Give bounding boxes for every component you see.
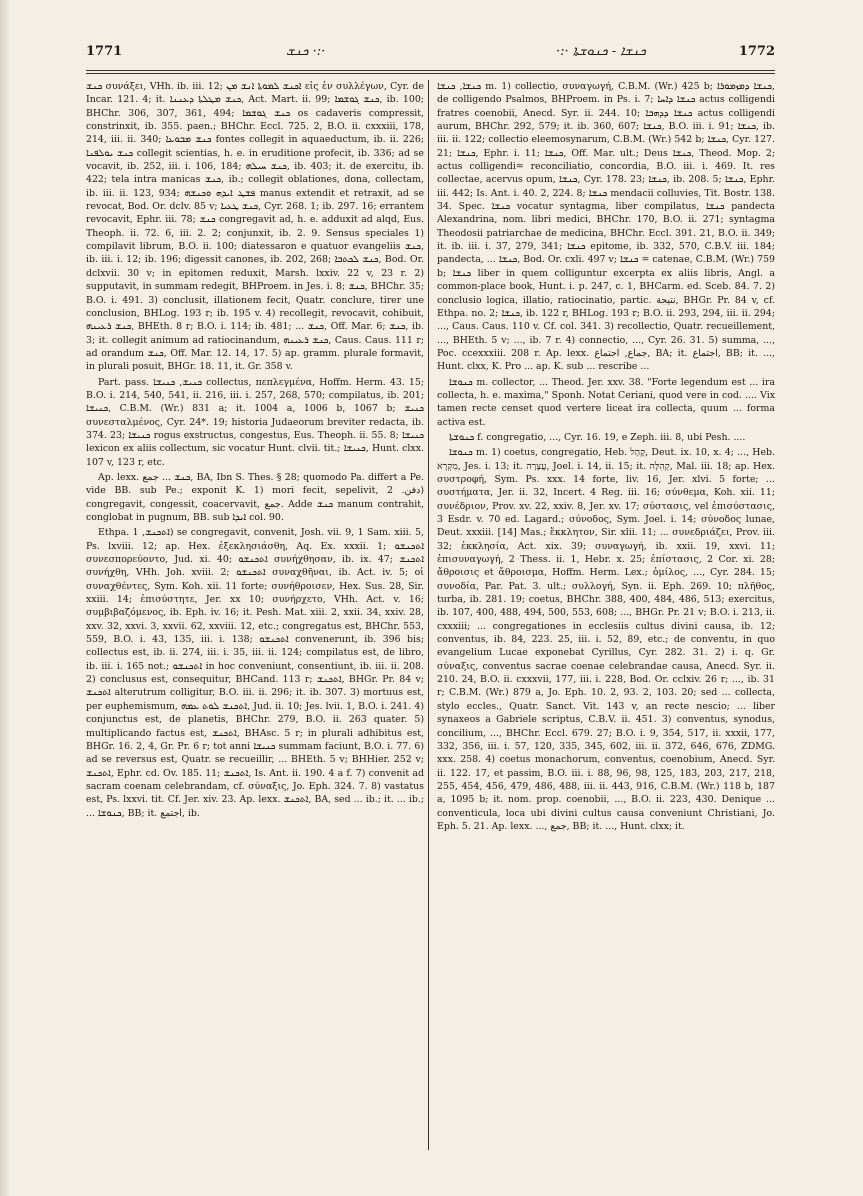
column-divider <box>428 80 429 1150</box>
running-head-left: ܟܢܫ ·:· <box>286 44 326 59</box>
page-number-left: 1771 <box>86 44 123 59</box>
header-rule <box>86 70 775 71</box>
entry-paragraph: ܟܢܘܫܐ m. 1) coetus, congregatio, Heb. קָהָל, Deut. ix. 10, x. 4; ..., Heb. מִקְרָא, Jes. i. 13; it. עֲצָרָה, Joel. i. 14, ii. 15; it. קְהִלָּה, Mal. iii. 18; ap. Hex. συστροφή, Sym. Ps. xxx. 14 forte, liv. 16, Jer. xlvi. 5 forte; ... συστήματα, Jer. ii. 32, Incert. 4 Reg. iii. 16; σύνθεμα, Koh. xii. 11; συνέδριον, Prov. xv. 22, xxiv. 8, Jer. xv. 17; σύστασις, vel ἐπισύστασις, 3 Esdr. v. 70 ed. Lagard.; σύνοδος, Sym. Joel. i. 14; σύνοδος lunae, Deut. xxxiii. [14] Mas.; ἔκκλητον, Sir. xlii. 11; ... συνεδριάζει, Prov. iii. 32; ἐκκλησία, Act. xix. 39; συναγωγή, ib. xxii. 19, xxvi. 11; ἐπισυναγωγή, 2 Thess. ii. 1, Hebr. x. 25; ἐπίστασις, 2 Cor. xi. 28; ἄθροισις et ἄθροισμα, Hoffm. Herm. Lex.; ὁμίλος, ..., Cyr. 284. 15; συνοδία, Par. Pat. 3. ult.; συλλογή, Syn. ii. Eph. 269. 10; πλῆθος, turba, ib. 281. 19; coetus, BHChr. 388, 400, 484, 486, 513; exercitus, ib. 107, 400, 488, 494, 500, 553, 608; ..., BHGr. Pr. 21 v; B.O. i. 213, ii. cxxxiii; ... congregationes in ecclesiis cultus divini causa, ib. 12; conventus, ib. 84, 223. 25, iii. i. 52, 89, etc.; de conventu, in quo evangelium Lucae exponebat Cyrillus, Cyr. 282. 31. 2) i. q. Gr. σύναξις, conventus sacrae coenae celebrandae causa, Anecd. Syr. ii. 210. 24, B.O. ii. cxxxvii, 177, iii. i. 228, Bod. Or. cclxiv. 26 r; ..., ib. 31 r; C.B.M. (Wr.) 879 a, Jo. Eph. 10. 2, 93. 2, 103. 20; sed ... collecta, stylo eccles., Quatr. Sanct. Vit. 143 v, an recte nescio; ... liber synaxeos a Gabriele scriptus, C.B.V. ii. 451. 3) conventus, synodus, concilium, ..., BHChr. Eccl. 679. 27; B.O. i. 9, 354, 517, ii. xxxii, 177, 332, 356, iii. i. 57, 120, 335, 345, 602, iii. ii. 372, 646, 676, ZDMG. xxx. 258. 4) coetus monachorum, conventus, coenobium, Anecd. Syr. ii. 122. 17, et passim, B.O. iii. i. 88, 96, 98, 125, 183, 203, 217, 218, 255, 454, 456, 479, 486, 488, iii. ii. 443, 916, C.B.M. (Wr.) 118 b, 187 a, 1095 b; it. nom. prop. coenobii, ..., B.O. ii. 223, 430. Denique ... conventicula, loca ubi divini cultus causa conveniunt Christiani, Jo. Eph. 5. 21. Ap. lexx. ..., جمع, BB; it. ..., Hunt. clxx; it. <box>437 447 775 832</box>
entry-paragraph: Ethpa. ܐܬܟܢܫ, 1) se congregavit, convenit, Josh. vii. 9, 1 Sam. xiii. 5, Ps. lxviii. 12; ap. Hex. ἐξεκλησιάσθη, Aq. Ex. xxxii. 1; ܐܬܟܢܫܘ συνεσπορεύοντο, Jud. xi. 40; ܐܬܟܢܫܘ συνήχθησαν, ib. ix. 47; ܐܬܟܢܫ συνήχθη, VHh. Joh. xviii. 2; ܐܬܟܢܫܘ συναχθῆναι, ib. Act. iv. 5; οἱ συναχθέντες, Sym. Koh. xii. 11 forte; συνήθροισεν, Hex. Sus. 28, Sir. xxiii. 14; ἐπισύστητε, Jer. xx 10; συνήρχετο, VHh. Act. v. 16; συμβιβαζόμενος, ib. Eph. iv. 16; it. Pesh. Mat. xiii. 2, xxii. 34, xxiv. 28, xxv. 32, xxvi. 3, xxvii. 62, xxviii. 12, etc.; congregatus est, BHChr. 553, 559, B.O. i. 43, 135, iii. i. 138; ܐܬܟܢܫܘ convenerunt, ib. 396 bis; collectus est, ib. ii. 274, iii. i. 35, iii. ii. 124; compilatus est, de libro, ib. iii. i. 165 not.; ܐܬܟܢܫܘ in hoc conveniunt, consentiunt, ib. iii. ii. 208. 2) conclusus est, consequitur, BHCand. 113 r; ܐܬܟܢܫ, BHGr. Pr. 84 v; ܐܬܟܢܫ alterutrum colligitur, B.O. iii. ii. 296; it. ib. 307. 3) mortuus est, per euphemismum, ܐܬܟܢܫ ܠܘܬ ܥܡܗ, Jud. ii. 10; Jes. lvii. 1, B.O. i. 241. 4) conjunctus est, de planetis, BHChr. 279, B.O. ii. 263 quater. 5) multiplicando factus est, ܐܬܟܢܫ, BHAsc. 5 r; in plurali adhibitus est, BHGr. 16. 2, 4, Gr. Pr. 6 r; tot anni ܟܢܝܫܐ summam faciunt, B.O. i. 77. 6) ad se reversus est, Quatr. se recueillir, ... BHEth. 5 v; BHHier. 252 v; ܐܬܟܢܫ, Ephr. cd. Ov. 185. 11; ܐܬܟܢܫ, Is. Ant. ii. 190. 4 a f. 7) convenit ad sacram coenam celebrandam, cf. σύναξις, Jo. Eph. 324. 7. 8) vastatus est, Ps. lxxvi. tit. Cf. Jer. xiv. 23. Ap. lexx. ܐܬܟܢܫ, BA, sed ... ib.; it. ... ib.; ... ܟܢܘܫܐ, BB; it. اجتمع, ib. <box>86 527 424 819</box>
entry-paragraph: Ap. lexx. ܟܢܫ ... جمع, BA, Ibn S. Thes. § 28; quomodo Pa. differt a Pe. vide BB. sub Pe.; exponit K. 1) mori fecit, sepelivit, دفن. 2) congregavit, congessit, coacervavit, جمع. Adde ܟܢܫ manum contrahit, conglobat in pugnum, BB. sub ܐܝܕܐ col. 90. <box>86 471 424 523</box>
header-rule-double <box>86 73 775 74</box>
entry-paragraph: ܟܢܫܐ, ܟܢܫܐ m. 1) collectio, συναγωγή, C.B.M. (Wr.) 425 b; ܟܢܫܐ ܕܡܙܡܘܪܐ, de colligendo Psalmos, BHProem. in Ps. i. 7; ܟܢܫܐ ܕܐܚܐ actus colligendi fratres coenobii, Anecd. Syr. ii. 244. 10; ܟܢܫܐ ܕܕܗܒܐ actus colligendi aurum, BHChr. 292, 579; it. ib. 360, 607; ܟܢܫܐ, B.O. iii. i. 91; ܟܢܫܐ, ib. iii. ii. 122; collectio eleemosynarum, C.B.M. (Wr.) 542 b; ܟܢܫܐ, Cyr. 127. 21; ܟܢܫܐ, Ephr. i. 11; ܟܢܫܐ, Off. Mar. ult.; Deus ܟܢܫܐ, Theod. Mop. 2; actus colligendi= reconciliatio, concordia, B.O. iii. i. 469. It. res collectae, acervus opum, ܟܢܫܐ, Cyr. 178. 23; ܟܢܫܐ, ib. 208. 5; ܟܢܫܐ, Ephr. iii. 442; Is. Ant. i. 40. 2, 224. 8; ܟܢܫܐ mendacii colluvies, Tit. Bostr. 138. 34. Spec. ܟܢܫܐ vocatur syntagma, liber compilatus, ܟܢܫܐ pandecta Alexandrina, nom. libri medici, BHChr. 170, B.O. ii. 271; syntagma Theodosii patriarchae de medicina, BHChr. Eccl. 391. 21, B.O. ii. 349; it. ib. iii. i. 37, 279, 341; ܟܢܫܐ epitome, ib. 332, 570, C.B.V. iii. 184; pandecta, ... ܟܢܫܐ, Bod. Or. cxli. 497 v; ܟܢܫܐ = catenae, C.B.M. (Wr.) 759 b; ܟܢܫܐ liber in quem colliguntur excerpta ex aliis libris, Angl. a common-place book, Hunt. i. p. 247, c. 1, BHCarm. ed. Sceb. 84. 7. 2) conclusio logica, illatio, ratiocinatio, partic. نتيجة, BHGr. Pr. 84 v, cf. Ethpa. no. 2; ܟܢܫܐ, ib. 122 r, BHLog. 193 r; B.O. ii. 293, 294, iii. ii. 294; ..., Caus. Caus. 110 v. Cf. col. 341. 3) recollectio, Quatr. recueillement, ..., BHEth. 5 v; ..., ib. 7 r. 4) connectio, ..., Cyr. 26. 31. 5) summa, ..., Poc. ccexxxiii. 208 r. Ap. lexx. جماع, اجتماع, BA; it. اجتماع, BB; it. ..., Hunt. clxx, K. Pro ... ap. K. sub ... rescribe ... <box>437 81 775 373</box>
entry-paragraph: ܟܢܫ συνάξει, VHh. ib. iii. 12; ܐܟܢܫ ܠܡܘܬܐ ܐܢܫ ܡܢ εἰς ἐν συλλέγων, Cyr. de Incar. 121. 4; it. ܟܢܫ ܡܛܠܬܐ ܕܥܢܢܐ, Act. Mart. ii. 99; ܟܢܫ ܓܘܫܡܐ, ib. 100; BHChr. 306, 307, 361, 494; ܟܢܫ ܓܘܫܡܐ os cadaveris compressit, constrinxit, ib. 355. paen.; BHChr. Eccl. 725. 2, B.O. ii. cxxxiii, 178, 214, iii. ii. 340; ܟܢܫ ܡܒܘܥܐ fontes collegit in aquaeductum, ib. ii. 226; ܟܢܫ ܝܘܠܦܢܐ collegit scientias, h. e. in eruditione profecit, ib. 336; ad se vocavit, ib. 252, iii. i. 106, 184; ܟܢܫ ܚܝܠܗ, ib. 403; it. de exercitu, ib. 422; tela intra manicas ܟܢܫ, ib.; collegit oblationes, dona, collectam, ib. iii. ii. 123, 934; ܦܫܛ ܐܝܕܗ ܘܟܢܫܗ manus extendit et retraxit, ad se revocat, Bod. Or. dclv. 85 v; ܟܢܫ ܛܥܝܐ, Cyr. 268. 1; ib. 297. 16; errantem revocavit, Ephr. iii. 78; ܟܢܫ congregavit ad, h. e. adduxit ad alqd, Eus. Theoph. ii. 72. 6, iii. 2. 2; conjunxit, ib. 2. 9. Sensus speciales 1) compilavit librum, B.O. ii. 100; diatessaron e quatuor evangeliis ܟܢܫ, ib. iii. i. 12; ib. 196; digessit canones, ib. 202, 268; ܟܢܫ ܠܟܬܒܐ, Bod. Or. dclxvii. 30 v; in epitomen reduxit, Marsh. lxxiv. 22 v, 23 r. 2) supputavit, in summam redegit, BHProem. in Jes. i. 8; ܟܢܫ, BHChr. 35; B.O. i. 491. 3) conclusit, illationem fecit, Quatr. conclure, tirer une conclusion, BHLog. 193 r; ib. 195 v. 4) recollegit, revocavit, cohibuit, ܟܢܫ ܪܥܝܢܗ, BHEth. 8 r; B.O. i. 114; ib. 481; ... ܟܢܫ, Off. Mar. 6; ܟܢܫ, ib. 3; it. collegit animum ad ratiocinandum, ܟܢܫ ܪܥܝܢܗ, Caus. Caus. 111 r; ad orandum ܟܢܫ, Off. Mar. 12. 14, 17. 5) ap. gramm. plurale formavit, in plurali posuit, BHGr. 18. 11, it. Gr. 358 v. <box>86 81 424 373</box>
left-column <box>86 80 424 1180</box>
right-column <box>437 80 775 1180</box>
entry-paragraph: Part. pass. ܟܢܝܫ, ܟܢܝܫܐ collectus, πεπλεγμένα, Hoffm. Herm. 43. 15; B.O. i. 214, 540, 541, ii. 216, iii. i. 257, 268, 570; compilatus, ib. 201; ܟܢܝܫܐ, C.B.M. (Wr.) 831 a; it. 1004 a, 1006 b, 1067 b; ܟܢܝܫ συνεσταλμένος, Cyr. 24*. 19; historia Judaeorum breviter redacta, ib. 374. 23; ܟܢܝܫܐ rogus exstructus, congestus, Eus. Theoph. ii. 55. 8; ܟܢܝܫܐ lexicon ex aliis collectum, sic vocatur Hunt. clvii. tit.; ܟܢܝܫܐ, Hunt. clxx. 107 v, 123 r, etc. <box>86 376 424 468</box>
page-number-right: 1772 <box>738 44 775 59</box>
page-header <box>86 44 775 66</box>
entry-paragraph: ܟܢܘܫܐ m. collector, ... Theod. Jer. xxv. 38. "Forte legendum est ... ira collecta, h. e. maxima," Sponh. Notat Ceriani, quod vere in cod. .... Vix tamen recte censet quod vertere liceat ira collecta, quum ... forma activa est. <box>437 376 775 428</box>
scan-edge-shadow <box>0 0 10 1196</box>
entry-paragraph: ܟܢܘܫܬܐ f. congregatio, ..., Cyr. 16. 19, e Zeph. iii. 8, ubi Pesh. .... <box>449 431 746 443</box>
running-head-right: ·:· ܟܢܫܐ - ܟܢܘܫܬܐ <box>556 44 646 59</box>
